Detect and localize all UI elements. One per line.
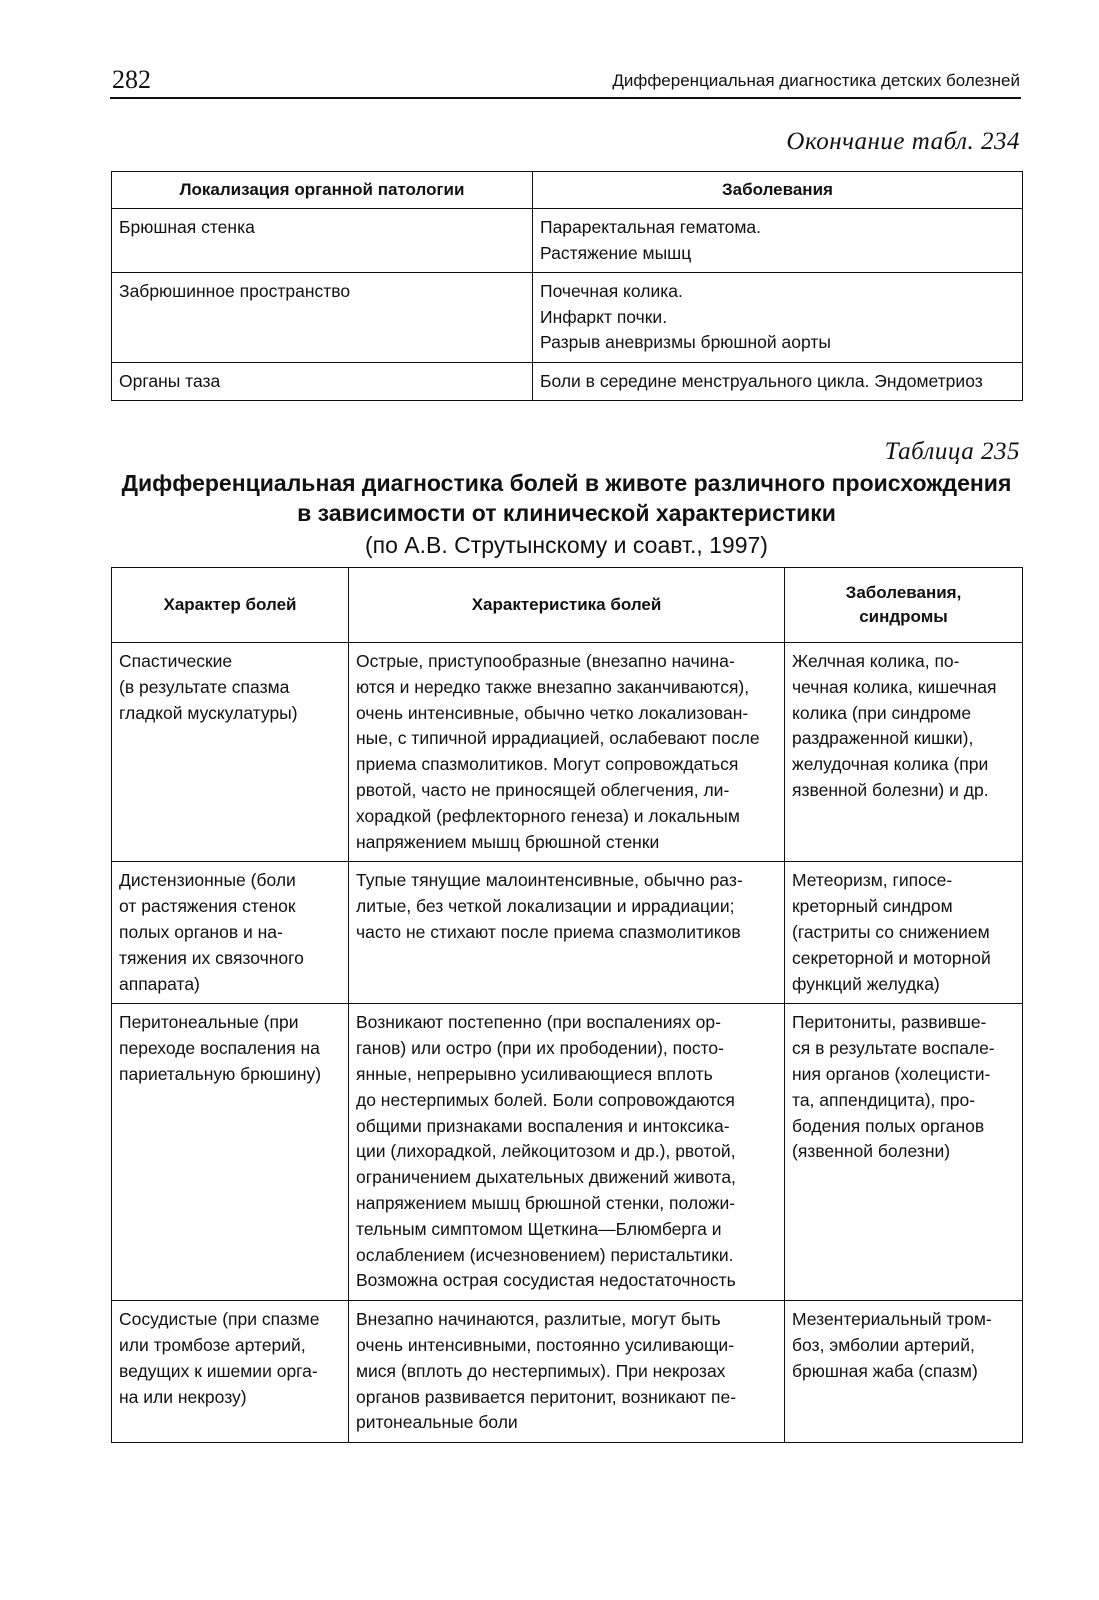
- column-header-pain-type: Характер болей: [112, 568, 349, 643]
- text-line: до нестерпимых болей. Боли сопровождаются: [356, 1089, 735, 1110]
- text-line: тяжения их связочного: [119, 947, 304, 968]
- pain-type-cell: [112, 862, 349, 1004]
- text-line: приема спазмолитиков. Могут сопровождаться: [356, 754, 739, 775]
- location-cell: Забрюшинное пространство: [112, 273, 533, 363]
- text-line: (гастриты со снижением: [792, 921, 990, 942]
- text-line: боз, эмболии артерий,: [792, 1334, 975, 1355]
- table-235-label: Таблица 235: [884, 438, 1020, 465]
- text-line: Тупые тянущие малоинтенсивные, обычно раз-: [356, 870, 743, 891]
- text-line: ритонеальные боли: [356, 1412, 518, 1433]
- text-line: хорадкой (рефлекторного генеза) и локальным: [356, 805, 740, 826]
- table-header-row: [112, 568, 1023, 643]
- text-line: ограничением дыхательных движений живота,: [356, 1167, 736, 1188]
- title-line: Дифференциальная диагностика болей в животе различного происхождения: [121, 470, 1012, 496]
- location-cell: Брюшная стенка: [112, 209, 533, 273]
- pain-description-cell: [349, 862, 785, 1004]
- table-235-source: (по А.В. Струтынскому и соавт., 1997): [365, 532, 768, 558]
- text-line: Дистензионные (боли: [119, 870, 296, 891]
- text-line: Метеоризм, гипосе-: [792, 870, 953, 891]
- table-row: [112, 209, 1023, 273]
- text-line: чечная колика, кишечная: [792, 676, 997, 697]
- text-line: Острые, приступообразные (внезапно начина-: [356, 651, 735, 671]
- text-line: Перитонеальные (при: [119, 1012, 299, 1033]
- table-row: [112, 862, 1023, 1004]
- table-234-caption: Окончание табл. 234: [786, 128, 1020, 155]
- text-line: Боли в середине менструального цикла. Эндометриоз: [540, 370, 983, 391]
- pain-type-cell: [112, 643, 349, 862]
- diseases-cell: [785, 1004, 1023, 1301]
- text-line: Разрыв аневризмы брюшной аорты: [540, 332, 831, 352]
- text-line: напряжением мышц брюшной стенки, положи-: [356, 1192, 736, 1213]
- page-number: 282: [112, 65, 151, 94]
- diseases-cell: [785, 862, 1023, 1004]
- text-line: язвенной болезни) и др.: [792, 779, 989, 800]
- text-line: Почечная колика.: [540, 281, 683, 301]
- header-line: Заболевания,: [845, 583, 962, 602]
- text-line: париетальную брюшину): [119, 1063, 322, 1084]
- text-line: ведущих к ишемии орга-: [119, 1360, 318, 1381]
- table-row: [112, 273, 1023, 363]
- column-header-diseases: Заболевания: [533, 172, 1023, 209]
- text-line: Спастические: [119, 651, 233, 671]
- text-line: Перитониты, развивше-: [792, 1012, 987, 1033]
- text-line: бодения полых органов: [792, 1115, 985, 1136]
- diseases-cell: [533, 273, 1023, 363]
- location-cell: Органы таза: [112, 362, 533, 401]
- text-line: креторный синдром: [792, 896, 953, 917]
- table-row: [112, 1004, 1023, 1301]
- column-header-diseases: [785, 568, 1023, 643]
- table-row: [112, 643, 1023, 862]
- text-line: Параректальная гематома.: [540, 217, 761, 237]
- text-line: очень интенсивные, обычно четко локализован-: [356, 702, 749, 723]
- table-row: [112, 362, 1023, 401]
- pain-description-cell: [349, 643, 785, 862]
- text-line: секреторной и моторной: [792, 947, 991, 968]
- text-line: рвотой, часто не приносящей облегчения, ли-: [356, 779, 730, 800]
- text-line: ся в результате воспале-: [792, 1038, 995, 1059]
- text-line: литые, без четкой локализации и иррадиации;: [356, 896, 735, 917]
- column-header-pain-description: Характеристика болей: [349, 568, 785, 643]
- text-line: функций желудка): [792, 973, 940, 994]
- diseases-cell: [785, 1301, 1023, 1443]
- text-line: мися (вплоть до нестерпимых). При некрозах: [356, 1360, 726, 1381]
- text-line: гладкой мускулатуры): [119, 702, 298, 723]
- title-line: в зависимости от клинической характеристики: [297, 500, 836, 526]
- text-line: тельным симптомом Щеткина—Блюмберга и: [356, 1218, 722, 1239]
- text-line: ции (лихорадкой, лейкоцитозом и др.), рвотой,: [356, 1141, 736, 1162]
- text-line: общими признаками воспаления и интоксика-: [356, 1115, 730, 1136]
- table-234: [111, 171, 1023, 401]
- diseases-cell: [533, 362, 1023, 401]
- header-line: синдромы: [859, 607, 948, 626]
- text-line: переходе воспаления на: [119, 1038, 320, 1059]
- text-line: полых органов и на-: [119, 921, 283, 942]
- diseases-cell: [785, 643, 1023, 862]
- text-line: ются и нередко также внезапно заканчиваются),: [356, 676, 750, 697]
- table-235-title: [111, 468, 1022, 528]
- text-line: Возникают постепенно (при воспалениях ор-: [356, 1012, 721, 1033]
- text-line: Мезентериальный тром-: [792, 1309, 992, 1330]
- text-line: аппарата): [119, 973, 200, 994]
- pain-type-cell: [112, 1301, 349, 1443]
- text-line: желудочная колика (при: [792, 754, 989, 775]
- text-line: органов развивается перитонит, возникают пе-: [356, 1386, 737, 1407]
- text-line: раздраженной кишки),: [792, 728, 974, 749]
- text-line: Сосудистые (при спазме: [119, 1309, 320, 1330]
- text-line: Инфаркт почки.: [540, 306, 668, 327]
- table-235: [111, 567, 1023, 1443]
- text-line: напряжением мышц брюшной стенки: [356, 831, 660, 852]
- text-line: очень интенсивными, постоянно усиливающи-: [356, 1334, 735, 1355]
- text-line: ганов) или остро (при их прободении), посто-: [356, 1038, 724, 1059]
- text-line: Возможна острая сосудистая недостаточность: [356, 1270, 736, 1291]
- text-line: Желчная колика, по-: [792, 651, 960, 671]
- text-line: янные, непрерывно усиливающиеся вплоть: [356, 1063, 713, 1084]
- column-header-location: Локализация органной патологии: [112, 172, 533, 209]
- table-row: [112, 1301, 1023, 1443]
- running-title: Дифференциальная диагностика детских болезней: [612, 71, 1020, 90]
- text-line: ния органов (холецисти-: [792, 1063, 991, 1084]
- text-line: или тромбозе артерий,: [119, 1334, 306, 1355]
- text-line: на или некрозу): [119, 1386, 247, 1407]
- pain-type-cell: [112, 1004, 349, 1301]
- text-line: колика (при синдроме: [792, 702, 972, 723]
- header-rule: [110, 97, 1021, 99]
- text-line: часто не стихают после приема спазмолитиков: [356, 921, 741, 942]
- text-line: брюшная жаба (спазм): [792, 1360, 978, 1381]
- text-line: (язвенной болезни): [792, 1141, 951, 1162]
- diseases-cell: [533, 209, 1023, 273]
- table-header-row: [112, 172, 1023, 209]
- text-line: Внезапно начинаются, разлитые, могут быть: [356, 1309, 721, 1330]
- pain-description-cell: [349, 1004, 785, 1301]
- text-line: (в результате спазма: [119, 676, 290, 697]
- text-line: ные, с типичной иррадиацией, ослабевают после: [356, 728, 760, 749]
- text-line: ослаблением (исчезновением) перистальтики.: [356, 1244, 734, 1265]
- text-line: Растяжение мышц: [540, 242, 692, 263]
- text-line: та, аппендицита), про-: [792, 1089, 976, 1110]
- text-line: от растяжения стенок: [119, 896, 296, 917]
- pain-description-cell: [349, 1301, 785, 1443]
